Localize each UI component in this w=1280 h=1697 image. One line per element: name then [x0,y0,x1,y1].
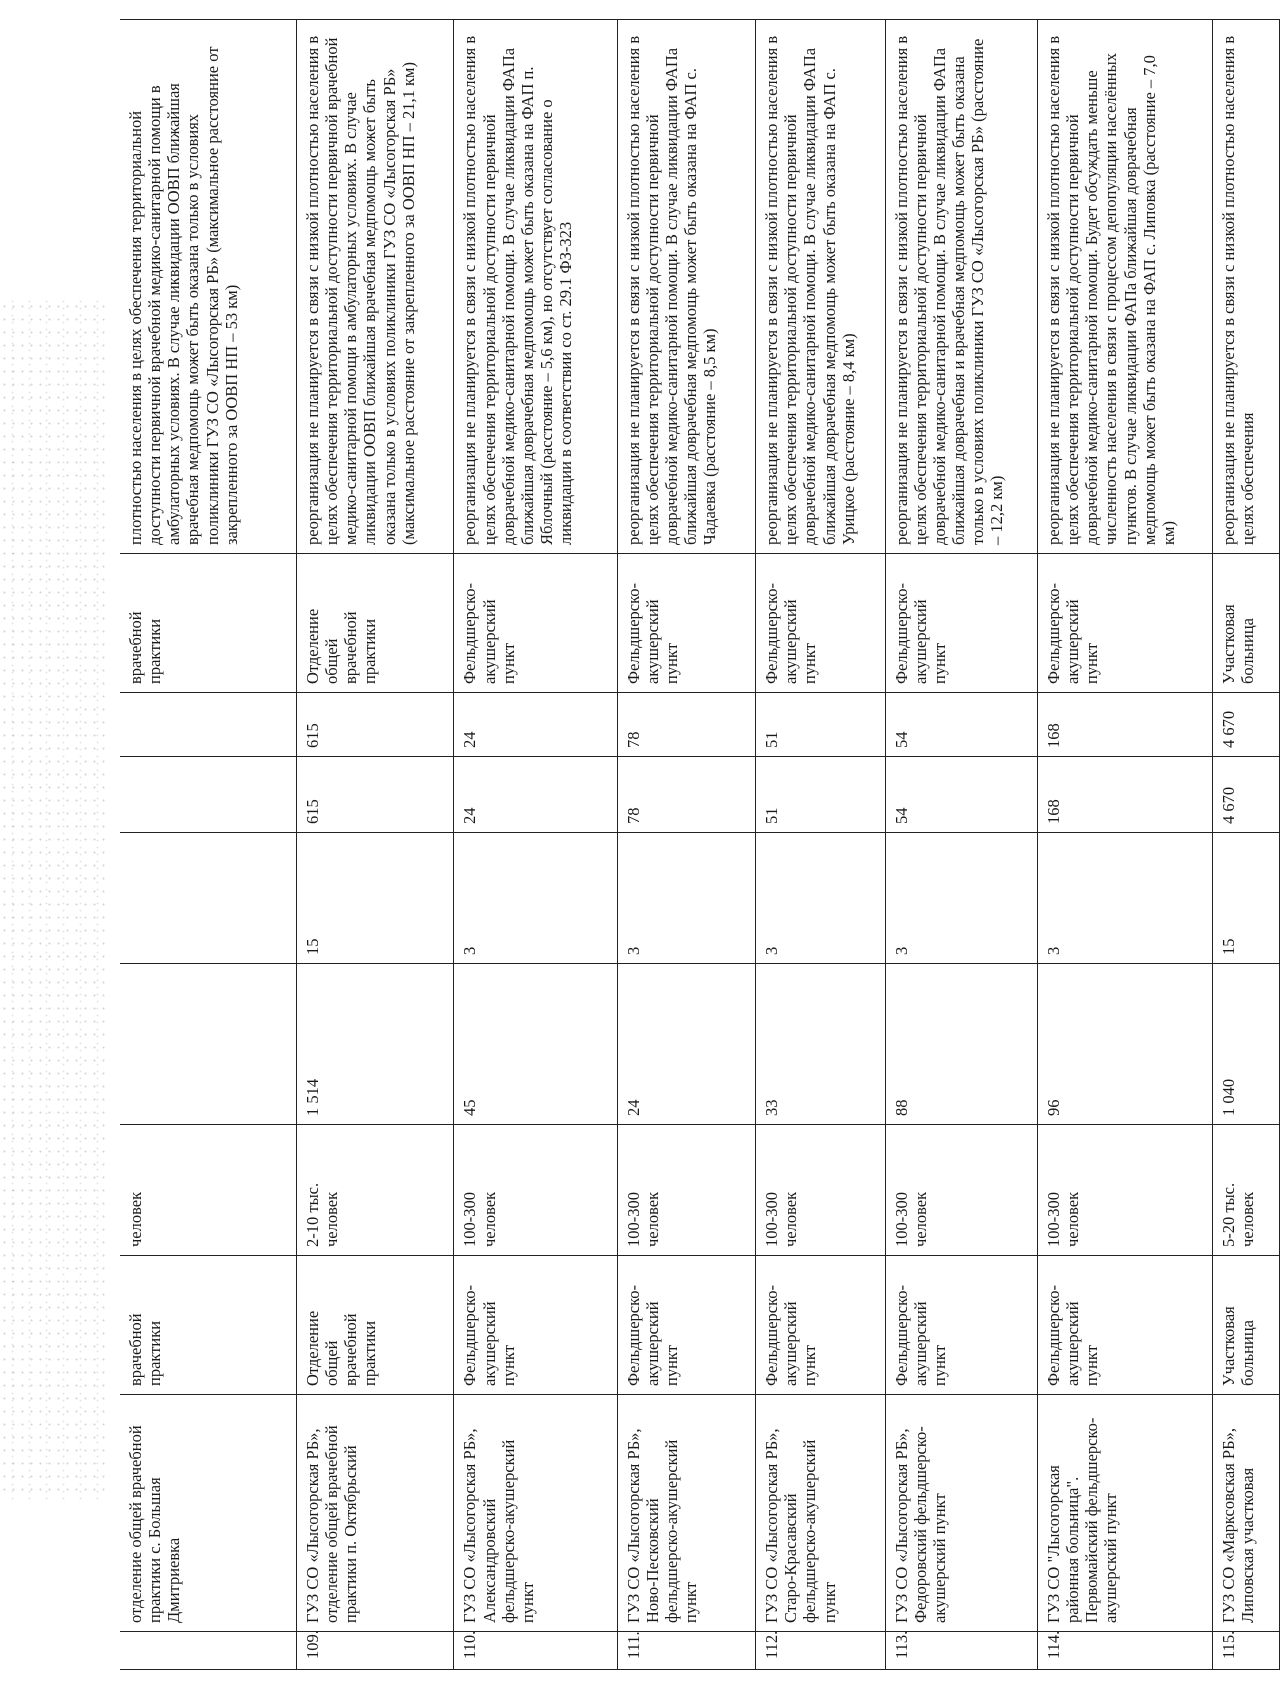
facility-type-planned: Фельдшерско-акушерский пункт [885,554,1037,693]
table-row [297,20,454,1670]
reorganization-comment: реорганизация не планируется в связи с низкой плотностью населения в целях обеспечения [1213,20,1280,554]
population-served-planned: 615 [297,693,454,757]
population-served-planned: 24 [454,693,617,757]
population-served: 24 [454,757,617,833]
population-norm: 100-300 человек [1038,1125,1213,1256]
facility-name: ГУЗ СО «Лысогорская РБ», Старо-Красавский фельдшерско-акушерский пункт [756,1395,886,1632]
population-served: 615 [297,757,454,833]
population-served-planned [120,693,297,757]
reorganization-comment: реорганизация не планируется в связи с низкой плотностью населения в целях обеспечения территориальной доступности первичной врачебной медико-санитарной помощи в амбулаторных условиях. В случае ликвидации ООВП ближайшая врачебная медпомощь может быть оказана только в условиях поликлиники ГУЗ СО «Лысогорская РБ» (максимальное расстояние от закрепленного за ООВП НП – 21,1 км) [297,20,454,554]
scan-speckle-margin [0,300,110,1500]
facility-type-planned: врачебной практики [120,554,297,693]
staff-count: 3 [756,833,886,964]
population-norm: 100-300 человек [617,1125,755,1256]
reorganization-comment: реорганизация не планируется в связи с низкой плотностью населения в целях обеспечения территориальной доступности первичной доврачебной медико-санитарной помощи. В случае ликвидации ФАПа ближайшая доврачебная и врачебная медпомощь может быть оказана только в условиях поликлиники ГУЗ СО «Лысогорская РБ» (расстояние – 12,2 км) [885,20,1037,554]
facility-type-planned: Фельдшерско-акушерский пункт [756,554,886,693]
population-served: 51 [756,757,886,833]
facility-type-planned: Отделение общей врачебной практики [297,554,454,693]
facility-type-current: врачебной практики [120,1256,297,1395]
facility-name: ГУЗ СО «Марксовская РБ», Липовская участковая [1213,1395,1280,1632]
facilities-table [120,19,1280,1670]
attached-population: 24 [617,964,755,1125]
row-number [120,1632,297,1670]
attached-population [120,964,297,1125]
population-served: 168 [1038,757,1213,833]
table-row [885,20,1037,1670]
facility-name: ГУЗ СО "Лысогорская районная больница". Первомайский фельдшерско-акушерский пункт [1038,1395,1213,1632]
staff-count: 3 [454,833,617,964]
facility-type-current: Фельдшерско-акушерский пункт [454,1256,617,1395]
reorganization-comment: реорганизация не планируется в связи с низкой плотностью населения в целях обеспечения территориальной доступности первичной доврачебной медико-санитарной помощи. Будет обсуждать меньше численность населения в связи с процессом депопуляции населённых пунктов. В случае ликвидации ФАПа ближайшая доврачебная медпомощь может быть оказана на ФАП с. Липовка (расстояние – 7,0 км) [1038,20,1213,554]
reorganization-comment: реорганизация не планируется в связи с низкой плотностью населения в целях обеспечения территориальной доступности первичной доврачебной медико-санитарной помощи. В случае ликвидации ФАПа ближайшая доврачебная медпомощь может быть оказана на ФАП с. Чадаевка (расстояние – 8,5 км) [617,20,755,554]
population-served: 54 [885,757,1037,833]
facility-type-current: Участковая больница [1213,1256,1280,1395]
population-served-planned: 51 [756,693,886,757]
facility-type-planned: Фельдшерско-акушерский пункт [454,554,617,693]
facility-name: ГУЗ СО «Лысогорская РБ», Ново-Песковский фельдшерско-акушерский пункт [617,1395,755,1632]
attached-population: 88 [885,964,1037,1125]
staff-count [120,833,297,964]
attached-population: 45 [454,964,617,1125]
table-row [1038,20,1213,1670]
population-served-planned: 78 [617,693,755,757]
facility-type-current: Фельдшерско-акушерский пункт [1038,1256,1213,1395]
population-norm: человек [120,1125,297,1256]
row-number: 110. [454,1632,617,1670]
attached-population: 96 [1038,964,1213,1125]
facility-type-planned: Участковая больница [1213,554,1280,693]
staff-count: 15 [1213,833,1280,964]
row-number: 111. [617,1632,755,1670]
population-served: 78 [617,757,755,833]
facility-type-planned: Фельдшерско-акушерский пункт [617,554,755,693]
population-served-planned: 4 670 [1213,693,1280,757]
staff-count: 15 [297,833,454,964]
population-served [120,757,297,833]
population-served-planned: 168 [1038,693,1213,757]
attached-population: 33 [756,964,886,1125]
rotated-table-page [120,20,1280,1670]
table-row [617,20,755,1670]
facility-type-current: Отделение общей врачебной практики [297,1256,454,1395]
population-norm: 100-300 человек [885,1125,1037,1256]
table-row [756,20,886,1670]
attached-population: 1 040 [1213,964,1280,1125]
facility-name: отделение общей врачебной практики с. Большая Дмитриевка [120,1395,297,1632]
facility-type-current: Фельдшерско-акушерский пункт [756,1256,886,1395]
table-row [120,20,297,1670]
table-row [1213,20,1280,1670]
reorganization-comment: реорганизация не планируется в связи с низкой плотностью населения в целях обеспечения территориальной доступности первичной доврачебной медико-санитарной помощи. В случае ликвидации ФАПа ближайшая доврачебная медпомощь может быть оказана на ФАП п. Яблочный (расстояние – 5,6 км), но отсутствует согласование о ликвидации в соответствии со ст. 29.1 ФЗ-323 [454,20,617,554]
reorganization-comment: плотностью населения в целях обеспечения территориальной доступности первичной врачебной медико-санитарной помощи в амбулаторных условиях. В случае ликвидации ООВП ближайшая врачебная медпомощь может быть оказана только в условиях поликлиники ГУЗ СО «Лысогорская РБ» (максимальное расстояние от закрепленного за ООВП НП – 53 км) [120,20,297,554]
facility-name: ГУЗ СО «Лысогорская РБ», Александровский фельдшерско-акушерский пункт [454,1395,617,1632]
row-number: 112. [756,1632,886,1670]
population-served: 4 670 [1213,757,1280,833]
row-number: 115. [1213,1632,1280,1670]
population-served-planned: 54 [885,693,1037,757]
row-number: 109. [297,1632,454,1670]
row-number: 114. [1038,1632,1213,1670]
staff-count: 3 [1038,833,1213,964]
facility-type-current: Фельдшерско-акушерский пункт [885,1256,1037,1395]
facility-name: ГУЗ СО «Лысогорская РБ», Федоровский фельдшерско-акушерский пункт [885,1395,1037,1632]
reorganization-comment: реорганизация не планируется в связи с низкой плотностью населения в целях обеспечения территориальной доступности первичной доврачебной медико-санитарной помощи. В случае ликвидации ФАПа ближайшая доврачебная медпомощь может быть оказана на ФАП с. Урицкое (расстояние – 8,4 км) [756,20,886,554]
attached-population: 1 514 [297,964,454,1125]
table-body [120,20,1280,1670]
population-norm: 5-20 тыс. человек [1213,1125,1280,1256]
population-norm: 2-10 тыс. человек [297,1125,454,1256]
staff-count: 3 [885,833,1037,964]
facility-type-planned: Фельдшерско-акушерский пункт [1038,554,1213,693]
facility-name: ГУЗ СО «Лысогорская РБ», отделение общей врачебной практики п. Октябрьский [297,1395,454,1632]
population-norm: 100-300 человек [454,1125,617,1256]
staff-count: 3 [617,833,755,964]
facility-type-current: Фельдшерско-акушерский пункт [617,1256,755,1395]
row-number: 113. [885,1632,1037,1670]
table-row [454,20,617,1670]
population-norm: 100-300 человек [756,1125,886,1256]
